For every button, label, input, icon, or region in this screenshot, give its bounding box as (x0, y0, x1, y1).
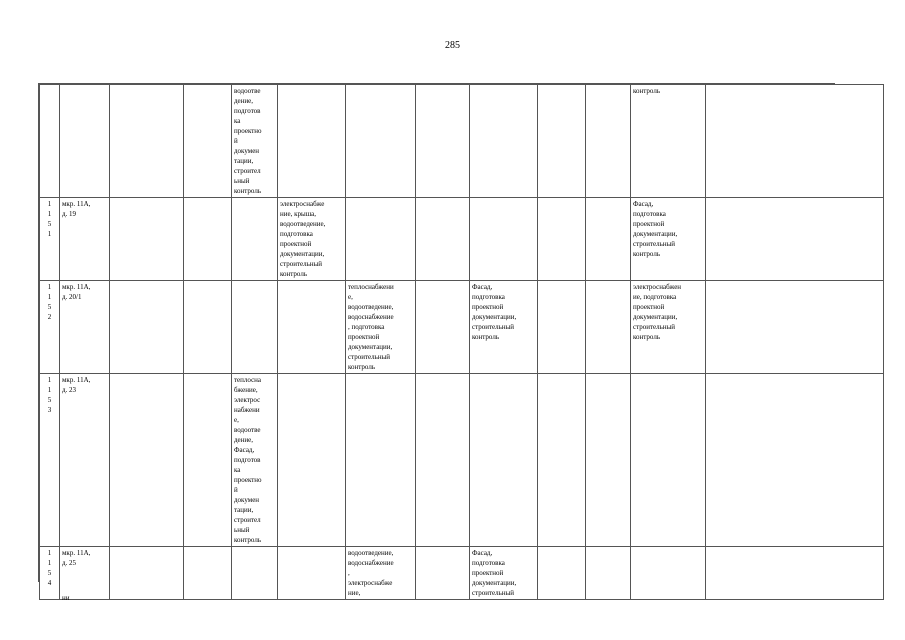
table-cell (346, 374, 416, 547)
row-number-cell: 1 1 5 4 (40, 547, 60, 600)
row-number-cell: 1 1 5 1 (40, 198, 60, 281)
table-row (40, 198, 884, 281)
table-cell (470, 85, 538, 198)
table-cell (586, 281, 631, 374)
table-cell (232, 198, 278, 281)
table-cell (706, 198, 884, 281)
table-cell (538, 85, 586, 198)
table-row (40, 374, 884, 547)
table-cell (346, 198, 416, 281)
table-cell (278, 85, 346, 198)
table-cell (706, 374, 884, 547)
table-cell (232, 547, 278, 600)
table-cell (706, 547, 884, 600)
table-cell (278, 547, 346, 600)
table-cell (706, 281, 884, 374)
table-cell (278, 281, 346, 374)
address-cell (60, 85, 110, 198)
table-cell (631, 547, 706, 600)
table-cell (110, 198, 184, 281)
table-cell (184, 547, 232, 600)
table-cell: контроль (631, 85, 706, 198)
row-number-cell: 1 1 5 2 (40, 281, 60, 374)
table-cell: Фасад, подготовка проектной документации, строительный контроль (470, 281, 538, 374)
table-cell: теплоснабжени е, водоотведение, водоснабжение , подготовка проектной документации, строительный контроль (346, 281, 416, 374)
table-cell: электроснабже ние, крыша, водоотведение, подготовка проектной документации, строительный контроль (278, 198, 346, 281)
address-cell: мкр. 11А, д. 23 (60, 374, 110, 547)
table-cell (470, 198, 538, 281)
table-row (40, 547, 884, 600)
table-cell (538, 281, 586, 374)
table-cell (184, 374, 232, 547)
table-cell (184, 198, 232, 281)
table-cell (110, 374, 184, 547)
table-cell (110, 281, 184, 374)
page-number: 285 (445, 40, 460, 51)
table-cell: Фасад, подготовка проектной документации, строительный контроль (631, 198, 706, 281)
table-cell (416, 547, 470, 600)
table-cell (416, 198, 470, 281)
table-cell (538, 547, 586, 600)
table-cell (232, 281, 278, 374)
table-cell (416, 374, 470, 547)
address-cell: мкр. 11А, д. 25 (60, 547, 110, 600)
table-row (40, 85, 884, 198)
footnote: ни (62, 594, 70, 602)
table-row (40, 281, 884, 374)
table-cell (416, 85, 470, 198)
table-cell (110, 85, 184, 198)
address-cell: мкр. 11А, д. 19 (60, 198, 110, 281)
row-number-cell: 1 1 5 3 (40, 374, 60, 547)
table-cell (706, 85, 884, 198)
table-cell (110, 547, 184, 600)
works-table (38, 83, 835, 597)
table-cell (184, 281, 232, 374)
address-cell: мкр. 11А, д. 20/1 (60, 281, 110, 374)
table-cell (586, 374, 631, 547)
table-cell (184, 85, 232, 198)
table-cell: водоотведение, водоснабжение , электроснабже ние, (346, 547, 416, 600)
table-cell (470, 374, 538, 547)
table-cell (416, 281, 470, 374)
table-cell: теплосна бжение, электрос набжени е, водоотве дение, Фасад, подготов ка проектно й докумен тации, строител ьный контроль (232, 374, 278, 547)
table-cell: Фасад, подготовка проектной документации, строительный (470, 547, 538, 600)
row-number-cell (40, 85, 60, 198)
table-cell (631, 374, 706, 547)
table-cell: водоотве дение, подготов ка проектно й докумен тации, строител ьный контроль (232, 85, 278, 198)
table-cell (538, 374, 586, 547)
table-cell (586, 198, 631, 281)
table-cell (346, 85, 416, 198)
table-cell (586, 547, 631, 600)
table-cell (586, 85, 631, 198)
table-cell (278, 374, 346, 547)
table-cell: электроснабжен ие, подготовка проектной документации, строительный контроль (631, 281, 706, 374)
table-cell (538, 198, 586, 281)
